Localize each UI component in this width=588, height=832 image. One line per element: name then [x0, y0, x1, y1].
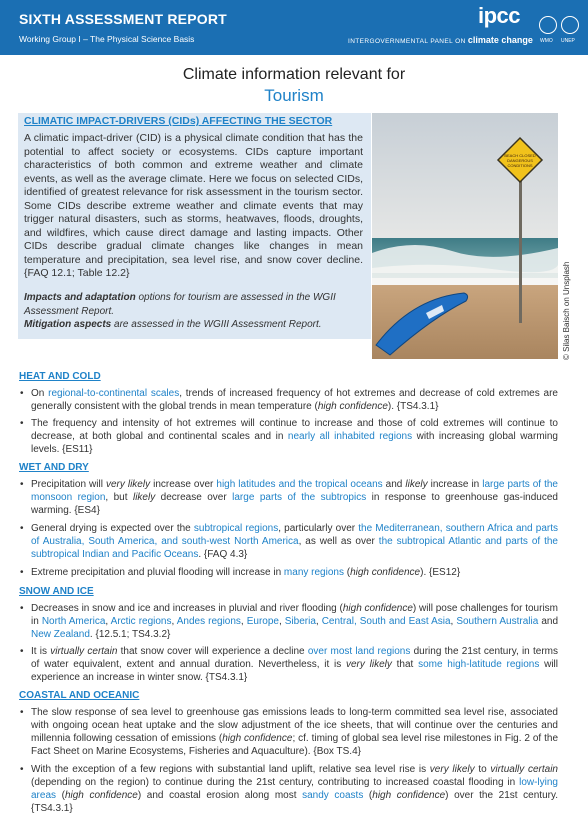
page-title-line2: Tourism — [264, 86, 324, 105]
beach-photo — [372, 113, 558, 359]
region-highlight: large parts of the subtropics — [232, 492, 367, 503]
region-highlight: the Mediterranean, southern Africa and parts of Australia, South America, and south-west North America — [31, 523, 559, 547]
list-item — [20, 522, 558, 561]
region-highlight: sandy coasts — [302, 790, 364, 801]
list-item — [20, 387, 558, 413]
region-highlight: Southern Australia — [456, 616, 539, 627]
region-highlight: North America — [41, 616, 106, 627]
confidence-term: virtually certain — [50, 646, 118, 657]
confidence-term: very likely — [345, 659, 392, 670]
bullet-text: The frequency and intensity of hot extremes will continue to increase and those of cold extremes will continue to decrease, at both global and continental scales and in nearly all inhabited regions with increasing global warming levels. {ES11} — [31, 418, 558, 455]
wmo-label: WMO — [540, 38, 553, 44]
bullet-text: General drying is expected over the subtropical regions, particularly over the Mediterranean, southern Africa and parts of Australia, South America, and south-west North America, as well as over the subtropical Atlantic and parts of the subtropical Indian and Pacific Oceans. {FAQ 4.3} — [31, 523, 559, 560]
list-item — [20, 763, 558, 815]
region-highlight: large parts of the monsoon region — [31, 479, 558, 503]
region-highlight: Siberia — [284, 616, 316, 627]
region-highlight: nearly all inhabited regions — [287, 431, 413, 442]
bullet-icon: • — [20, 603, 24, 614]
impacts-bold: Impacts and adaptation — [24, 292, 136, 303]
list-item — [20, 602, 558, 641]
list-item — [20, 706, 558, 758]
region-highlight: Europe — [246, 616, 279, 627]
confidence-term: high confidence — [317, 401, 388, 412]
list-item — [20, 645, 558, 684]
working-group-label: Working Group I – The Physical Science Basis — [19, 34, 195, 44]
unep-logo-icon — [561, 16, 579, 34]
report-title: SIXTH ASSESSMENT REPORT — [19, 11, 227, 27]
confidence-term: high confidence — [372, 790, 446, 801]
impacts-text: options for tourism are assessed in the WGII Assessment Report. — [24, 292, 336, 317]
region-highlight: Andes regions — [176, 616, 241, 627]
region-highlight: some high-latitude regions — [418, 659, 540, 670]
region-highlight: low-lying areas — [31, 777, 558, 801]
page-title-line1: Climate information relevant for — [182, 66, 406, 83]
bullet-text: Extreme precipitation and pluvial flooding will increase in many regions (high confidence). {ES12} — [31, 567, 461, 578]
region-highlight: high latitudes and the tropical oceans — [216, 479, 383, 490]
ipcc-subtitle — [348, 35, 533, 45]
bullet-text: With the exception of a few regions with substantial land uplift, relative sea level rise is very likely to virtually certain (depending on the region) to continue during the 21st century, contributing to increased coastal flooding in low-lying areas (high confidence) and coastal erosion along most sandy coasts (high confidence) over the 21st century. {TS4.3.1} — [31, 764, 558, 814]
confidence-term: likely — [405, 479, 428, 490]
mitigation-text: are assessed in the WGIII Assessment Report. — [111, 319, 322, 330]
assessment-note — [24, 291, 363, 332]
section-heading-heat-cold: HEAT AND COLD — [19, 371, 101, 382]
section-heading-snow-ice: SNOW AND ICE — [19, 586, 94, 597]
bullet-icon: • — [20, 479, 24, 490]
region-highlight: many regions — [283, 567, 344, 578]
bullet-icon: • — [20, 388, 24, 399]
list-item — [20, 566, 558, 579]
confidence-term: virtually certain — [490, 764, 558, 775]
svg-text:CONDITIONS: CONDITIONS — [507, 163, 533, 168]
region-highlight: regional-to-continental scales — [48, 388, 180, 399]
ipcc-subtitle-prefix: INTERGOVERNMENTAL PANEL ON — [348, 38, 466, 45]
mitigation-bold: Mitigation aspects — [24, 319, 112, 330]
bullet-icon: • — [20, 764, 24, 775]
region-highlight: the subtropical Atlantic and parts of the subtropical Indian and Pacific Oceans — [31, 536, 558, 560]
bullet-icon: • — [20, 646, 24, 657]
bullet-icon: • — [20, 567, 24, 578]
ipcc-subtitle-cc: climate change — [467, 35, 533, 45]
confidence-term: high confidence — [222, 733, 293, 744]
photo-credit: © Silas Baisch on Unsplash — [562, 261, 571, 360]
confidence-term: likely — [132, 492, 156, 503]
bullet-icon: • — [20, 418, 24, 429]
unep-label: UNEP — [561, 38, 575, 44]
bullet-text: It is virtually certain that snow cover will experience a decline over most land regions during the 21st century, in terms of water equivalent, extent and annual duration. Nevertheless, it is very likely that some high-latitude regions will experience an increase in winter snow. {TS4.3.1} — [31, 646, 558, 683]
section-heading-wet-dry: WET AND DRY — [19, 462, 89, 473]
list-item — [20, 478, 558, 517]
report-header — [0, 0, 588, 55]
region-highlight: Arctic regions — [110, 616, 172, 627]
ipcc-logo: ipcc — [478, 3, 521, 28]
bullet-text: The slow response of sea level to greenhouse gas emissions leads to long-term committed sea level rise, associated with ongoing ocean heat uptake and the slow adjustment of the ice sheets, that will continue over the centuries and millennia following cessation of emissions (high confidence; cf. timing of global sea level rise milestones in Fig. 2 of the Fact Sheet on Marine Ecosystems, Fisheries and Aquaculture). {Box TS.4} — [31, 707, 559, 757]
confidence-term: very likely — [105, 479, 151, 490]
confidence-term: very likely — [429, 764, 475, 775]
svg-text:BEACH CLOSED: BEACH CLOSED — [504, 153, 536, 158]
svg-text:DANGEROUS: DANGEROUS — [507, 158, 533, 163]
cid-heading: CLIMATIC IMPACT-DRIVERS (CIDs) AFFECTING THE SECTOR — [24, 115, 333, 127]
confidence-term: high confidence — [64, 790, 138, 801]
confidence-term: high confidence — [342, 603, 413, 614]
region-highlight: New Zealand — [31, 629, 90, 640]
region-highlight: subtropical regions — [193, 523, 279, 534]
section-heading-coastal-oceanic: COASTAL AND OCEANIC — [19, 690, 140, 701]
bullet-text: Decreases in snow and ice and increases in pluvial and river flooding (high confidence) will pose challenges for tourism in North America, Arctic regions, Andes regions, Europe, Siberia, Central, South and East Asia, Southern Australia and New Zealand. {12.5.1; TS4.3.2} — [31, 603, 558, 640]
bullet-text: Precipitation will very likely increase over high latitudes and the tropical oceans and likely increase in large parts of the monsoon region, but likely decrease over large parts of the subtropics in response to greenhouse gas-induced warming. {ES4} — [31, 479, 558, 516]
list-item — [20, 417, 558, 456]
wmo-logo-icon — [539, 16, 557, 34]
bullet-icon: • — [20, 523, 24, 534]
region-highlight: Central, South and East Asia — [321, 616, 451, 627]
cid-body-text: A climatic impact-driver (CID) is a physical climate condition that has the potential to affect society or ecosystems. CIDs capture important characteristics of both common and extreme weather and climate events, as well as the average climate. Here we focus on selected CIDs, identified of greatest relevance for risk assessment in the tourism sector. Some CIDs describe extreme weather and climate events that may trigger natural disasters, such as storms, heatwaves, floods, droughts, and wildfires, which cause direct damage and lasting impacts. Other CIDs describe gradual climate changes like changes in mean temperature and precipitation, sea level rise, and snow cover decline. {FAQ 12.1; Table 12.2} — [24, 132, 363, 279]
bullet-text: On regional-to-continental scales, trends of increased frequency of hot extremes and decrease of cold extremes are generally consistent with the global trends in mean temperature (high confidence). {TS4.3.1} — [31, 388, 558, 412]
region-highlight: over most land regions — [307, 646, 411, 657]
bullet-icon: • — [20, 707, 24, 718]
confidence-term: high confidence — [350, 567, 421, 578]
